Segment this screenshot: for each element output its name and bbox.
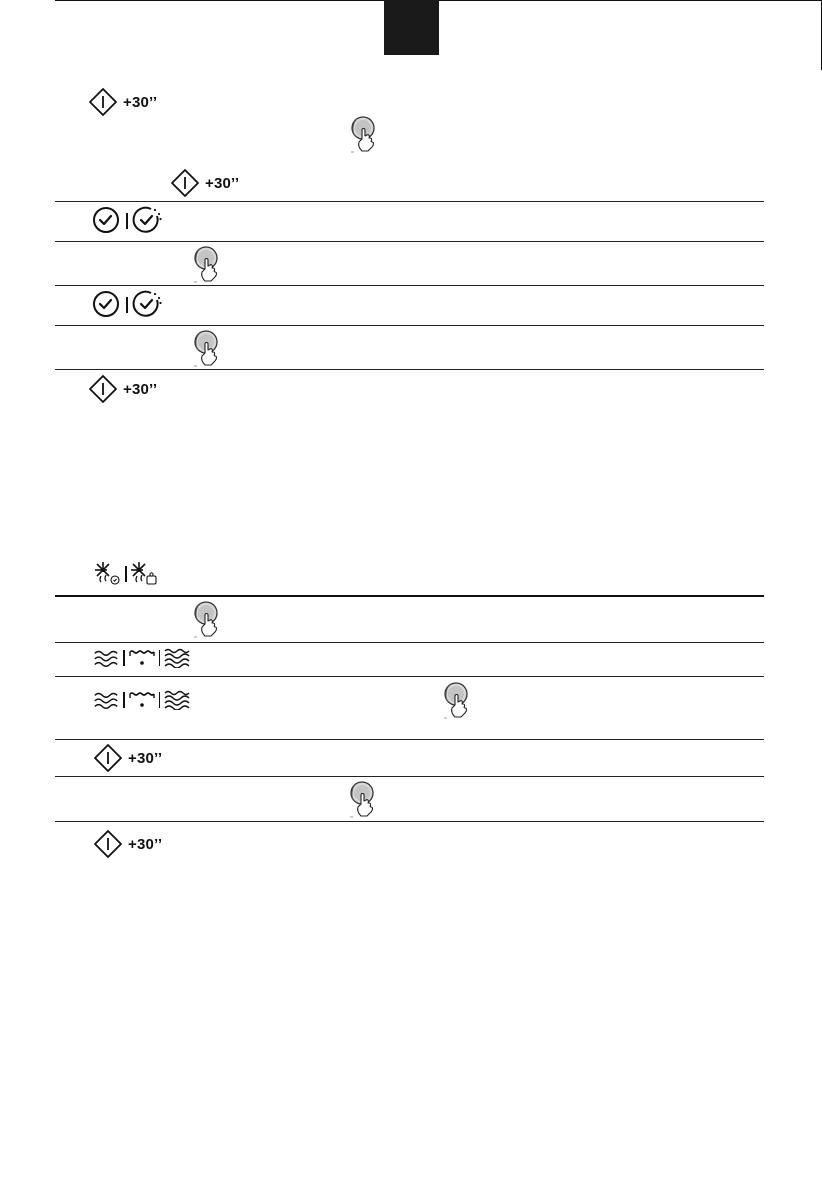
separator [126, 297, 128, 313]
clock-check-icon [92, 206, 122, 236]
start-button[interactable] [88, 374, 157, 404]
grill-icon [129, 691, 155, 709]
defrost-by-weight-icon [131, 562, 159, 586]
rotary-dial-hand-icon[interactable] [343, 779, 381, 819]
rotary-dial-hand-icon[interactable] [187, 244, 225, 284]
start-label: +30’’ [128, 749, 163, 767]
start-button[interactable] [88, 87, 157, 117]
start-label: +30’’ [123, 93, 158, 111]
divider [55, 201, 764, 202]
mode-button-group[interactable] [93, 690, 190, 710]
divider [55, 595, 764, 597]
combination-waves-icon [164, 648, 190, 668]
start-power-icon [93, 743, 123, 773]
clock-check-icon [92, 290, 122, 320]
defrost-by-time-icon [95, 562, 121, 586]
start-button[interactable] [170, 168, 239, 198]
divider [55, 241, 764, 242]
mode-button-group[interactable] [93, 648, 190, 668]
start-power-icon [170, 168, 200, 198]
start-button[interactable] [93, 829, 162, 859]
defrost-button-group[interactable] [95, 562, 159, 586]
clock-button-group[interactable] [92, 206, 164, 236]
start-power-icon [88, 87, 118, 117]
divider [55, 369, 764, 370]
start-power-icon [93, 829, 123, 859]
rotary-dial-hand-icon[interactable] [437, 680, 475, 720]
clock-button-group[interactable] [92, 290, 164, 320]
separator [123, 692, 125, 708]
combination-waves-icon [164, 690, 190, 710]
start-label: +30’’ [205, 174, 240, 192]
divider [55, 642, 764, 643]
divider [55, 676, 764, 677]
page-marker-tab [384, 0, 439, 55]
divider [55, 325, 764, 326]
delayed-clock-check-icon [132, 206, 164, 236]
delayed-clock-check-icon [132, 290, 164, 320]
start-power-icon [88, 374, 118, 404]
divider [55, 285, 764, 286]
separator [159, 692, 161, 708]
start-label: +30’’ [123, 380, 158, 398]
separator [123, 650, 125, 666]
grill-icon [129, 649, 155, 667]
separator [126, 213, 128, 229]
rotary-dial-hand-icon[interactable] [187, 328, 225, 368]
start-button[interactable] [93, 743, 162, 773]
rotary-dial-hand-icon[interactable] [343, 114, 383, 154]
microwave-waves-icon [93, 690, 119, 710]
divider [55, 776, 764, 777]
divider [55, 739, 764, 740]
start-label: +30’’ [128, 835, 163, 853]
separator [125, 566, 127, 582]
rotary-dial-hand-icon[interactable] [187, 599, 225, 639]
divider [55, 821, 764, 822]
separator [159, 650, 161, 666]
microwave-waves-icon [93, 648, 119, 668]
